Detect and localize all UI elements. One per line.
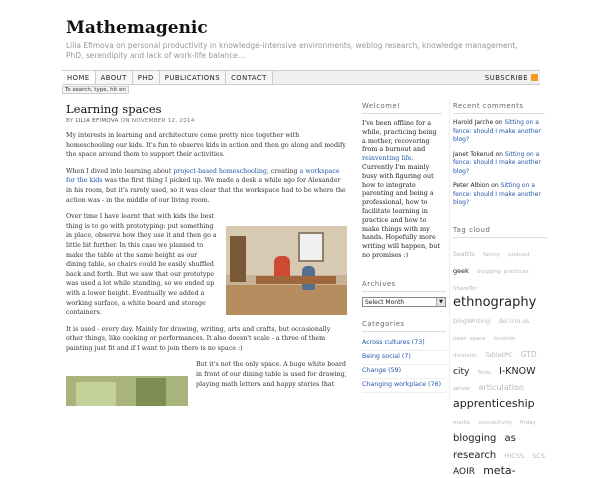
tag-link[interactable]: I-KNOW	[499, 365, 536, 377]
category-item[interactable]: Change (59)	[362, 365, 446, 379]
tag-link[interactable]: meta-	[483, 464, 516, 478]
sidebar-divider	[449, 100, 450, 400]
archives-widget	[362, 280, 446, 307]
welcome-widget	[362, 102, 442, 260]
tag-link[interactable]: del.icio.us	[498, 318, 530, 326]
main-nav	[62, 70, 540, 85]
tag-link[interactable]: media	[453, 419, 471, 426]
second-photo[interactable]	[66, 376, 188, 406]
welcome-heading: Welcome!	[362, 102, 442, 114]
tag-link[interactable]: TabletPC	[484, 350, 513, 359]
tag-link[interactable]: city	[453, 366, 470, 377]
tag-link[interactable]: GTD	[520, 349, 537, 359]
comment-author: Harold Jarche	[453, 119, 494, 126]
meta-on: ON	[120, 118, 130, 124]
tag-cloud	[453, 243, 547, 478]
site-title[interactable]: Mathemagenic	[66, 18, 208, 38]
tag-link[interactable]: open space	[453, 335, 486, 342]
comment-post-link[interactable]: Sitting on a fence: should I make another blog?	[453, 119, 541, 143]
comment-on: on	[495, 150, 503, 158]
tag-link[interactable]: ethnography	[453, 295, 537, 311]
post-meta	[66, 118, 348, 124]
tag-link[interactable]: AOIR	[453, 467, 475, 478]
workspace-for-kids-link[interactable]: a workspace for the kids	[66, 167, 340, 185]
archives-heading: Archives	[362, 280, 446, 292]
tag-link[interactable]: connectivity	[478, 419, 512, 426]
tag-link[interactable]: as research	[453, 432, 516, 461]
recent-comments-heading: Recent comments	[453, 102, 545, 114]
post-paragraph-1: My interests in learning and architecture come pretty nice together with homeschooling our kids. It's fun to observe kids in action and then go along and modify the space around them to support their activities.	[66, 132, 346, 159]
p2-text-c: was the first thing I picked up. We made a desk a while ago for Alexander in his room, but it's rarely used, so it was clear that the workspace had to be where the action was - in the middle of our living room.	[66, 177, 346, 204]
category-item[interactable]: Being social (7)	[362, 351, 446, 365]
archives-select[interactable]	[362, 297, 446, 307]
reinventing-life-link[interactable]: reinventing life	[362, 154, 412, 163]
tag-link[interactable]: geek	[453, 266, 469, 275]
comment-on: on	[491, 182, 499, 189]
tag-link[interactable]: blogWriting	[453, 317, 491, 326]
p2-text-b: , creating	[266, 167, 300, 175]
welcome-text-a: I've been offline for a while, practicing being a mother, recovering from a burnout and	[362, 119, 437, 154]
comment-author: Janet Tokerud	[453, 150, 494, 158]
comment-author: Peter Albion	[453, 182, 490, 189]
nav-contact[interactable]: CONTACT	[226, 71, 273, 84]
tag-link[interactable]: server	[453, 386, 471, 393]
nav-home[interactable]: HOME	[62, 71, 96, 84]
post-date: NOVEMBER 12, 2014	[131, 118, 195, 124]
recent-comment	[453, 119, 545, 145]
p2-text-a: When I dived into learning about	[66, 167, 174, 175]
site-description: Lilia Efimova on personal productivity in knowledge-intensive environments, weblog research, knowledge management, PhD, serendipity and lack of work-life balance...	[66, 41, 518, 60]
subscribe-label: SUBSCRIBE	[484, 73, 528, 82]
chevron-down-icon: ▼	[436, 298, 445, 306]
post-author[interactable]: LILIA EFIMOVA	[75, 118, 119, 124]
post-paragraph-2	[66, 167, 348, 205]
tag-link[interactable]: friday	[519, 419, 536, 426]
kids-workspace-photo[interactable]	[226, 226, 347, 315]
welcome-text	[362, 119, 442, 260]
project-based-homeschooling-link[interactable]: project-based homeschooling	[173, 167, 267, 175]
recent-comments-widget	[453, 102, 545, 214]
tag-link[interactable]: Tools	[477, 369, 491, 376]
comment-post-link[interactable]: Sitting on a fence: should I make another blog?	[453, 150, 541, 175]
tag-link[interactable]: blogging	[453, 432, 497, 444]
category-item[interactable]: Across cultures (73)	[362, 337, 446, 351]
categories-heading: Categories	[362, 320, 446, 332]
tag-link[interactable]: apprenticeship	[453, 397, 535, 411]
recent-comment	[453, 151, 545, 177]
recent-comment	[453, 182, 545, 208]
categories-widget	[362, 320, 446, 393]
search-input[interactable]: To search, type, hit en	[62, 86, 129, 94]
post-paragraph-4: It is used - every day. Mainly for drawing, writing, arts and crafts, but occasionally other things, like cooking or performances. It also doesn't scale - a three of them painting just fit and if I want to join there is no space :)	[66, 325, 331, 352]
tag-cloud-heading: Tag cloud	[453, 226, 547, 238]
tag-link[interactable]: ShareTor	[453, 285, 477, 292]
rss-icon	[531, 74, 538, 81]
tag-link[interactable]: podcast	[508, 252, 530, 258]
tag-link[interactable]: SCS	[532, 451, 545, 460]
tag-link[interactable]: blogging practices	[476, 268, 529, 275]
tag-link[interactable]: articulation	[478, 383, 524, 393]
post-paragraph-5: But it's not the only space. A huge white board in front of our dining table is used for drawing, playing math letters and happy stories that	[196, 361, 347, 388]
subscribe-link[interactable]	[485, 74, 540, 82]
tag-link[interactable]: Seattle	[453, 251, 475, 258]
nav-phd[interactable]: PHD	[133, 71, 160, 84]
post-paragraph-3: Over time I have learnt that with kids the best thing is to go with prototyping: put something in place, observe how they use it and then go a little bit further. In this case we planned to make the table at the same height as our dining table, so chairs could be easily shuffled back and forth. But we saw that our prototype was used a lot while standing, so we ended up with a lower height. Eventually we added a working surface, a white board and storage containers.	[66, 213, 217, 317]
post-title[interactable]: Learning spaces	[66, 102, 162, 116]
archives-selected: Select Month	[365, 298, 405, 306]
nav-publications[interactable]: PUBLICATIONS	[160, 71, 226, 84]
comment-on: on	[495, 119, 503, 126]
meta-prefix: BY	[66, 118, 74, 124]
tag-link[interactable]: family	[483, 252, 500, 258]
nav-about[interactable]: ABOUT	[96, 71, 133, 84]
tag-link[interactable]: diversity	[453, 352, 477, 359]
category-item[interactable]: Changing workplace (76)	[362, 379, 446, 393]
tag-link[interactable]: location	[493, 335, 516, 342]
comment-post-link[interactable]: Sitting on a fence: should I make another blog?	[453, 182, 541, 206]
tag-link[interactable]: HICSS	[504, 451, 524, 460]
welcome-text-b: . Currently I'm mainly busy with figuring out how to integrate parenting and being a professional, how to facilitate learning in practice and how to make things with my hands. Hopefully more writing will happen, but no promises :)	[362, 154, 440, 259]
tag-cloud-widget	[453, 226, 547, 478]
